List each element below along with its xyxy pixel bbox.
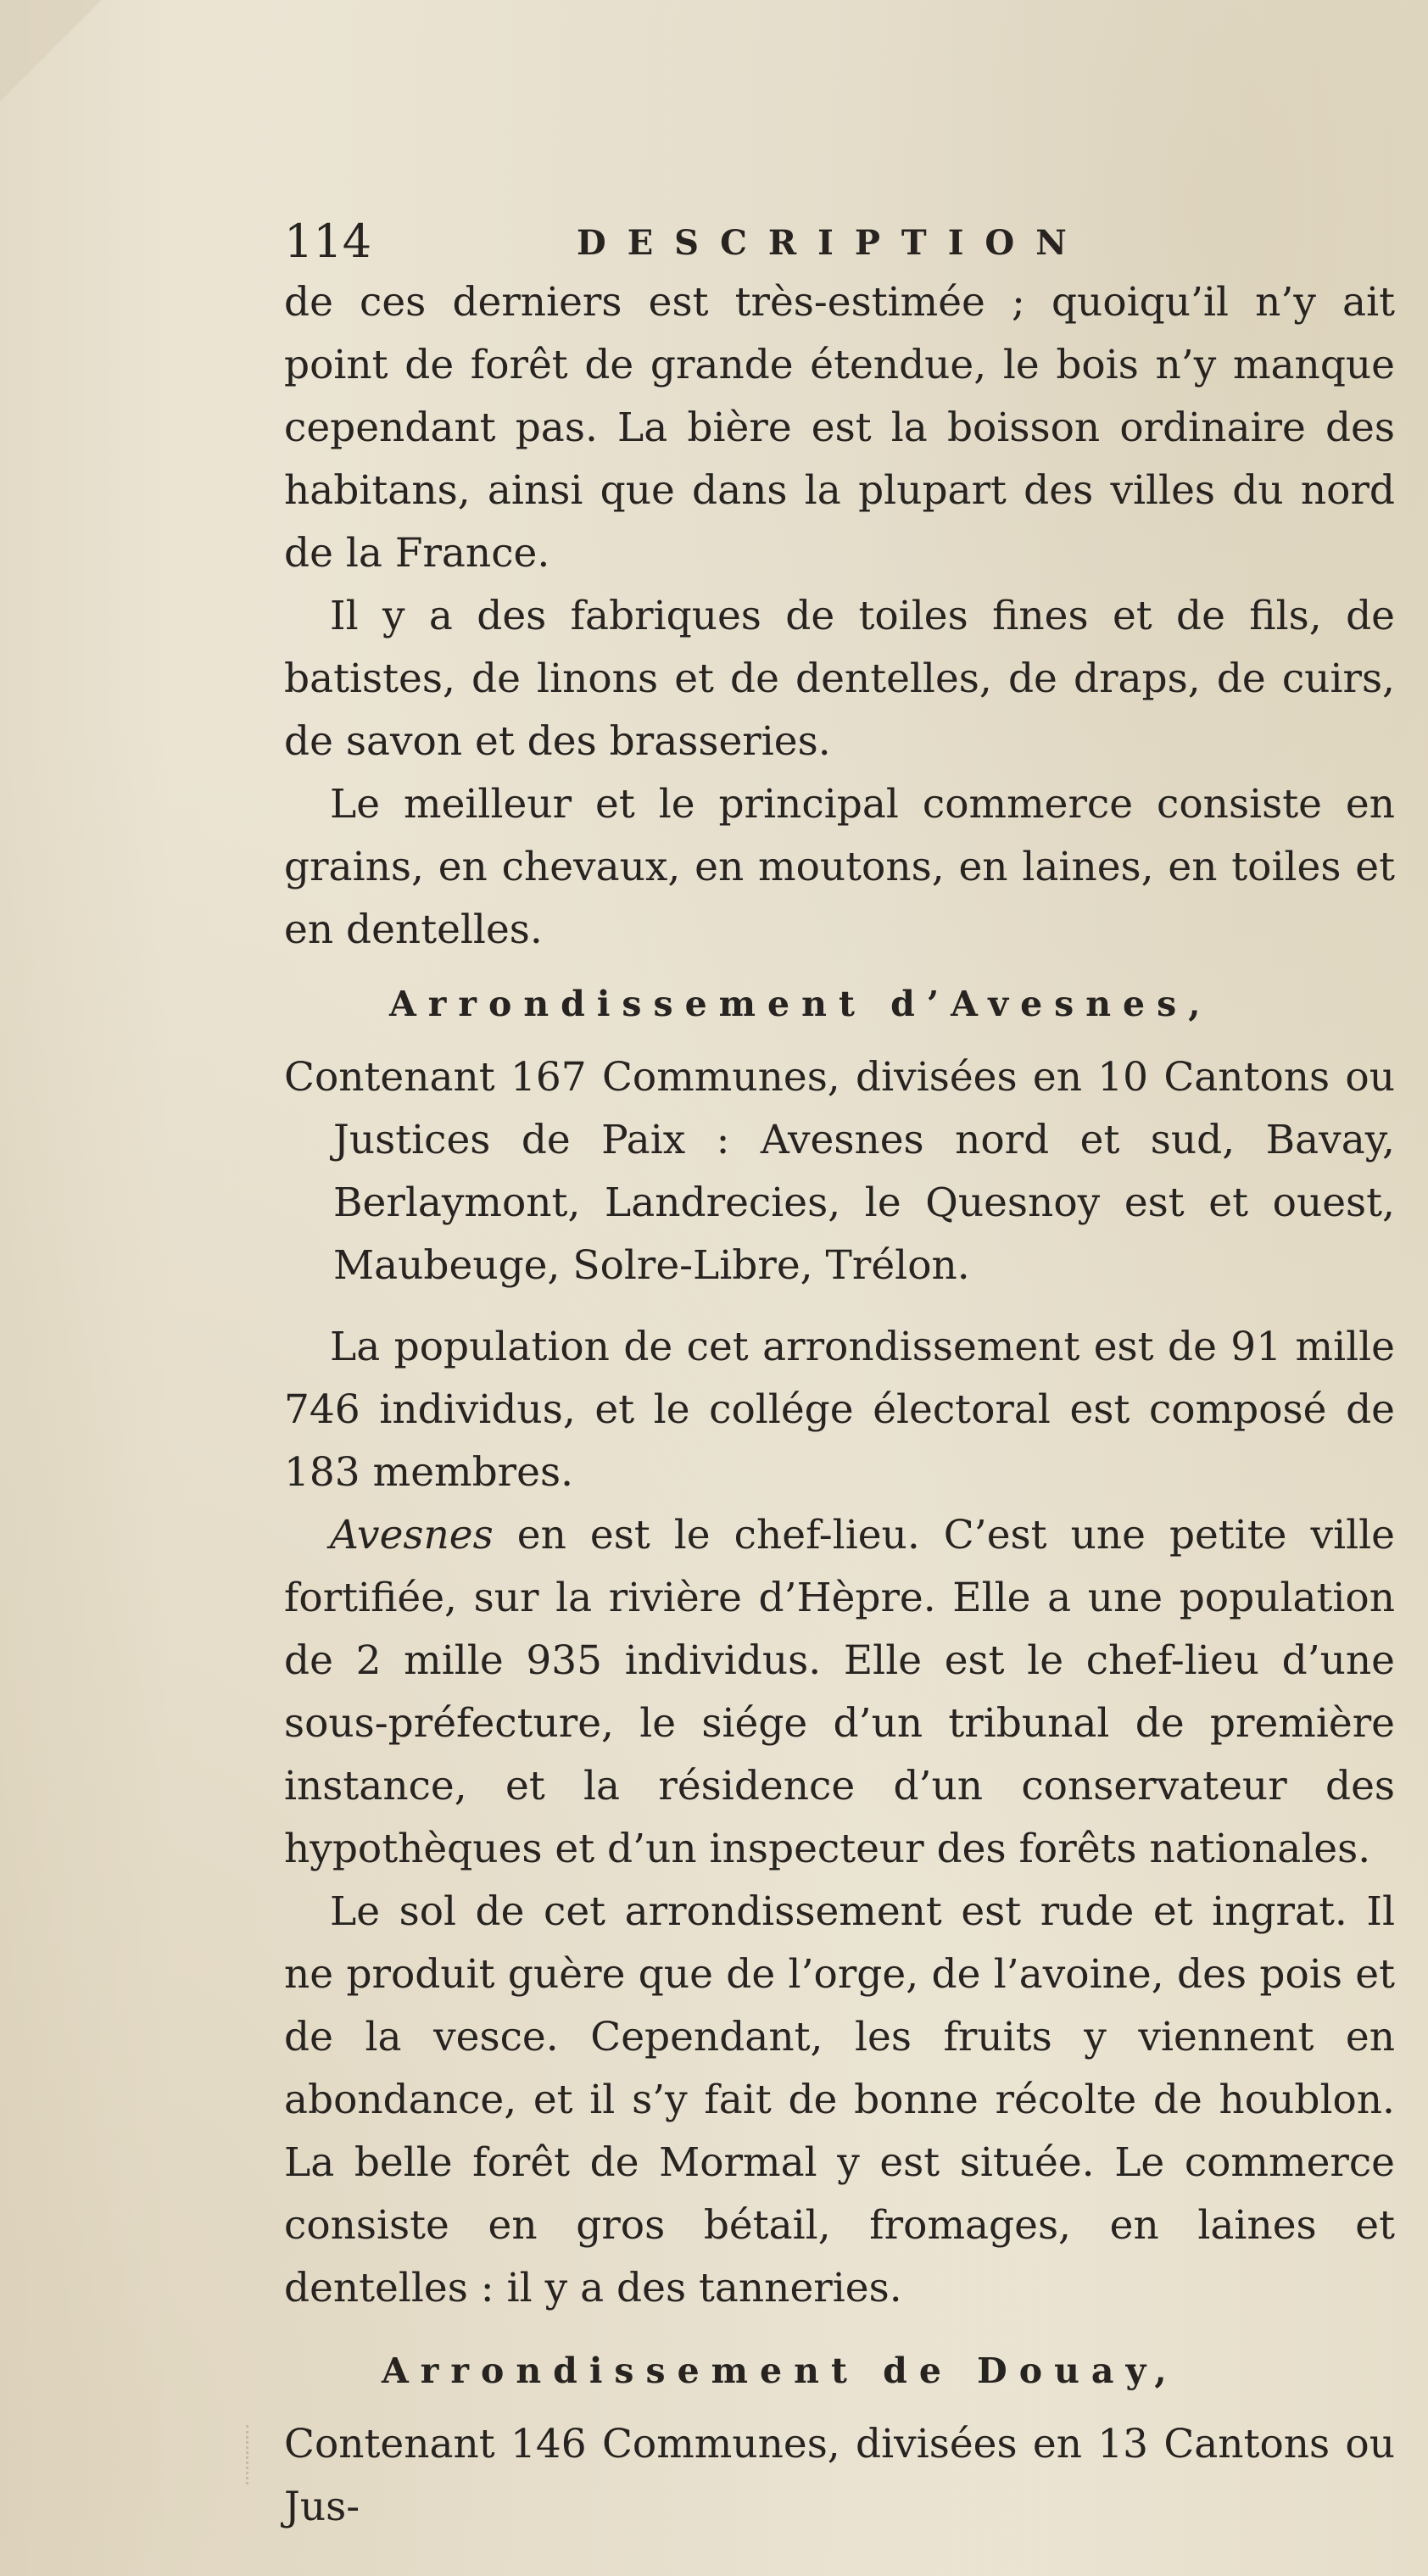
avesnes-contents: Contenant 167 Communes, divisées en 10 Cantons ou Justices de Paix : Avesnes nord et sud, Bavay, Berlaymont, Landrecies, le Quesnoy est et ouest, Maubeuge, Solre-Libre, Trélon. [284, 1054, 1395, 1289]
page-number: 114 [284, 215, 372, 268]
avesnes-soil: Le sol de cet arrondissement est rude et ingrat. Il ne produit guère que de l’orge, de l’avoine, des pois et de la vesce. Cependant, les fruits y viennent en abondance, et il s’y fait de bonne récolte de houblon. La belle forêt de Mormal y est située. Le commerce consiste en gros bétail, fromages, en laines et dentelles : il y a des tanneries. [284, 1888, 1395, 2311]
avesnes-town-name: Avesnes [330, 1512, 494, 1558]
page-header [284, 216, 1132, 267]
page-corner-shade [0, 0, 102, 102]
avesnes-chef-lieu [284, 1504, 1395, 1881]
section-heading-douay: Arrondissement de Douay, [382, 2350, 1179, 2391]
running-head: DESCRIPTION [577, 223, 1088, 263]
paragraph-continuation: de ces derniers est très-estimée ; quoiqu’il n’y ait point de forêt de grande étendue, le bois n’y manque cependant pas. La bière est la boisson ordinaire des habitans, ainsi que dans la plupart des villes du nord de la France. [284, 279, 1395, 577]
body-text [284, 271, 1395, 2539]
section-heading-avesnes: Arrondissement d’Avesnes, [389, 984, 1213, 1024]
paragraph-fabriques: Il y a des fabriques de toiles fines et de fils, de batistes, de linons et de dentelles, de draps, de cuirs, de savon et des brasseries. [284, 593, 1395, 765]
avesnes-chef-lieu-text: en est le chef-lieu. C’est une petite ville fortifiée, sur la rivière d’Hèpre. Elle a une population de 2 mille 935 individus. Elle est le chef-lieu d’une sous-préfecture, le siége d’un tribunal de première instance, et la résidence d’un conservateur des hypothèques et d’un inspecteur des forêts nationales. [284, 1512, 1395, 1872]
paper-speck-marks [246, 2425, 255, 2484]
douay-contents: Contenant 146 Communes, divisées en 13 Cantons ou Jus- [284, 2421, 1395, 2530]
avesnes-population: La population de cet arrondissement est de 91 mille 746 individus, et le collége électoral est composé de 183 membres. [284, 1324, 1395, 1496]
paragraph-commerce: Le meilleur et le principal commerce consiste en grains, en chevaux, en moutons, en laines, en toiles et en dentelles. [284, 781, 1395, 953]
